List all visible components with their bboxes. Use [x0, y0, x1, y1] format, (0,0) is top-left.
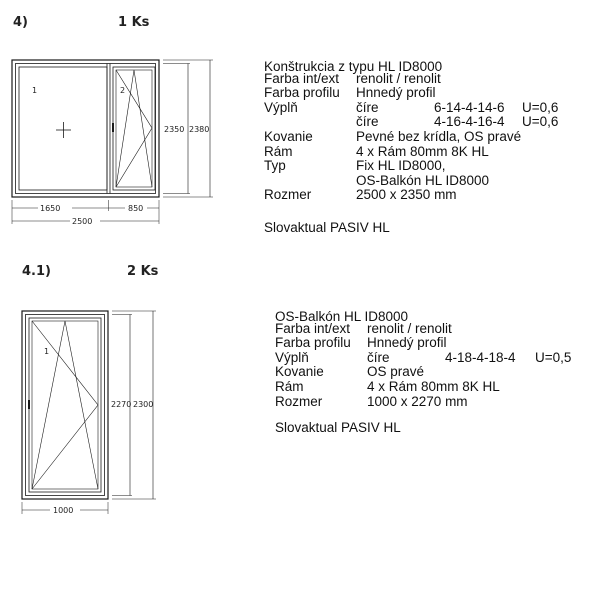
profile-label: Farba profilu — [275, 335, 351, 351]
fill-u-value: U=0,5 — [535, 349, 572, 365]
fill-glass: číre — [356, 114, 379, 130]
size-value: 2500 x 2350 mm — [356, 187, 457, 203]
hardware-label: Kovanie — [275, 364, 324, 380]
color-value: renolit / renolit — [356, 70, 441, 86]
hardware-value: Pevné bez krídla, OS pravé — [356, 128, 522, 144]
frame-label: Rám — [264, 143, 293, 159]
type-value: OS-Balkón HL ID8000 — [356, 172, 490, 188]
size-label: Rozmer — [264, 187, 312, 203]
turn-indicator — [32, 321, 98, 489]
sash-number-1: 1 — [32, 86, 38, 95]
tilt-indicator — [32, 321, 98, 489]
dim-height-inner: 2270 — [111, 400, 132, 409]
item-quantity: 1 Ks — [118, 15, 150, 30]
door-frame-outer — [22, 311, 108, 499]
product-system: Slovaktual PASIV HL — [275, 420, 401, 435]
dim-height-inner: 2350 — [164, 125, 185, 134]
dim-width-total: 2500 — [72, 217, 93, 226]
profile-value: Hnnedý profil — [356, 85, 436, 101]
product-system: Slovaktual PASIV HL — [264, 220, 390, 235]
fill-label: Výplň — [275, 349, 309, 365]
spec-block-2 — [275, 310, 595, 409]
size-value: 1000 x 2270 mm — [367, 393, 468, 409]
frame-label: Rám — [275, 378, 304, 394]
type-label: Typ — [264, 158, 286, 174]
fill-build: 4-18-4-18-4 — [445, 349, 516, 365]
frame-value: 4 x Rám 80mm 8K HL — [367, 378, 500, 394]
dim-height-outer: 2300 — [133, 400, 154, 409]
spec-title: Konštrukcia z typu HL ID8000 — [264, 59, 443, 74]
color-label: Farba int/ext — [264, 70, 340, 86]
fill-label: Výplň — [264, 99, 298, 115]
sash-number-1: 1 — [44, 347, 50, 356]
type-value: Fix HL ID8000, — [356, 158, 446, 174]
dim-width-total: 1000 — [53, 506, 74, 515]
hardware-label: Kovanie — [264, 128, 313, 144]
fill-build: 4-16-4-16-4 — [434, 114, 505, 130]
spec-title: OS-Balkón HL ID8000 — [275, 309, 409, 324]
fill-glass: číre — [356, 99, 379, 115]
item-quantity: 2 Ks — [127, 264, 159, 279]
color-label: Farba int/ext — [275, 320, 351, 336]
item-number: 4) — [13, 15, 28, 30]
fill-u-value: U=0,6 — [522, 114, 559, 130]
fill-glass: číre — [367, 349, 390, 365]
handle-icon — [28, 400, 30, 409]
size-label: Rozmer — [275, 393, 323, 409]
frame-value: 4 x Rám 80mm 8K HL — [356, 143, 489, 159]
fill-build: 6-14-4-14-6 — [434, 99, 505, 115]
fill-u-value: U=0,6 — [522, 99, 559, 115]
profile-label: Farba profilu — [264, 85, 340, 101]
dim-width-right: 850 — [128, 204, 144, 213]
item-number: 4.1) — [22, 264, 51, 279]
door-sash — [29, 318, 101, 492]
dim-width-left: 1650 — [40, 204, 61, 213]
profile-value: Hnnedý profil — [367, 335, 447, 351]
color-value: renolit / renolit — [367, 320, 452, 336]
sash-number-2: 2 — [120, 86, 126, 95]
hardware-value: OS pravé — [367, 364, 425, 380]
dim-height-outer: 2380 — [189, 125, 210, 134]
